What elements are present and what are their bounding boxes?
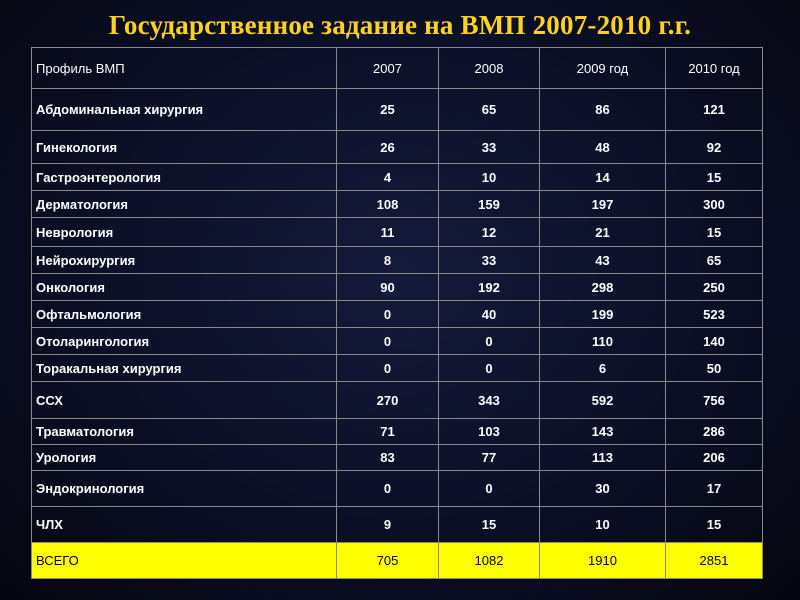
cell-2010: 65 xyxy=(666,247,763,274)
cell-2007: 4 xyxy=(337,164,439,191)
row-name: ЧЛХ xyxy=(32,507,337,543)
cell-2007: 0 xyxy=(337,471,439,507)
header-2008: 2008 xyxy=(439,48,540,89)
cell-2010: 15 xyxy=(666,218,763,247)
cell-2010: 17 xyxy=(666,471,763,507)
total-label: ВСЕГО xyxy=(32,543,337,579)
header-2007: 2007 xyxy=(337,48,439,89)
cell-2008: 33 xyxy=(439,247,540,274)
row-name: Онкология xyxy=(32,274,337,301)
table-row xyxy=(32,301,763,328)
cell-2009: 143 xyxy=(540,419,666,445)
table-row xyxy=(32,164,763,191)
cell-2007: 0 xyxy=(337,355,439,382)
cell-2009: 110 xyxy=(540,328,666,355)
cell-2009: 298 xyxy=(540,274,666,301)
cell-2008: 40 xyxy=(439,301,540,328)
cell-2010: 206 xyxy=(666,445,763,471)
cell-2008: 33 xyxy=(439,131,540,164)
table-row xyxy=(32,445,763,471)
header-profile: Профиль ВМП xyxy=(32,48,337,89)
row-name: Офтальмология xyxy=(32,301,337,328)
cell-2008: 0 xyxy=(439,328,540,355)
cell-2007: 11 xyxy=(337,218,439,247)
cell-2007: 8 xyxy=(337,247,439,274)
cell-2009: 113 xyxy=(540,445,666,471)
row-name: Отоларингология xyxy=(32,328,337,355)
cell-2008: 0 xyxy=(439,355,540,382)
table-row xyxy=(32,355,763,382)
cell-2010: 92 xyxy=(666,131,763,164)
row-name: Дерматология xyxy=(32,191,337,218)
row-name: Неврология xyxy=(32,218,337,247)
row-name: Гастроэнтерология xyxy=(32,164,337,191)
cell-2007: 108 xyxy=(337,191,439,218)
cell-2009: 48 xyxy=(540,131,666,164)
cell-2010: 15 xyxy=(666,164,763,191)
table-row xyxy=(32,471,763,507)
table-row xyxy=(32,191,763,218)
row-name: Нейрохирургия xyxy=(32,247,337,274)
cell-2010: 140 xyxy=(666,328,763,355)
cell-2009: 30 xyxy=(540,471,666,507)
header-2010: 2010 год xyxy=(666,48,763,89)
cell-2008: 10 xyxy=(439,164,540,191)
cell-2008: 192 xyxy=(439,274,540,301)
cell-2007: 270 xyxy=(337,382,439,419)
cell-2007: 25 xyxy=(337,89,439,131)
total-2007: 705 xyxy=(337,543,439,579)
cell-2009: 10 xyxy=(540,507,666,543)
cell-2007: 83 xyxy=(337,445,439,471)
cell-2009: 199 xyxy=(540,301,666,328)
table-row xyxy=(32,419,763,445)
row-name: ССХ xyxy=(32,382,337,419)
cell-2008: 103 xyxy=(439,419,540,445)
cell-2010: 15 xyxy=(666,507,763,543)
cell-2010: 286 xyxy=(666,419,763,445)
header-row xyxy=(32,48,763,89)
table-row xyxy=(32,247,763,274)
table-row xyxy=(32,131,763,164)
table-row xyxy=(32,382,763,419)
cell-2010: 300 xyxy=(666,191,763,218)
cell-2009: 6 xyxy=(540,355,666,382)
vmp-table xyxy=(31,47,763,579)
cell-2008: 12 xyxy=(439,218,540,247)
cell-2007: 0 xyxy=(337,301,439,328)
cell-2007: 90 xyxy=(337,274,439,301)
total-row xyxy=(32,543,763,579)
slide-title: Государственное задание на ВМП 2007-2010 г.г. xyxy=(108,10,692,40)
cell-2009: 21 xyxy=(540,218,666,247)
header-2009: 2009 год xyxy=(540,48,666,89)
table-row xyxy=(32,274,763,301)
table-row xyxy=(32,218,763,247)
cell-2009: 43 xyxy=(540,247,666,274)
cell-2008: 343 xyxy=(439,382,540,419)
table-container xyxy=(31,47,762,579)
row-name: Урология xyxy=(32,445,337,471)
table-row xyxy=(32,507,763,543)
row-name: Травматология xyxy=(32,419,337,445)
cell-2010: 250 xyxy=(666,274,763,301)
row-name: Торакальная хирургия xyxy=(32,355,337,382)
cell-2008: 159 xyxy=(439,191,540,218)
total-2010: 2851 xyxy=(666,543,763,579)
row-name: Гинекология xyxy=(32,131,337,164)
cell-2010: 121 xyxy=(666,89,763,131)
total-2008: 1082 xyxy=(439,543,540,579)
total-2009: 1910 xyxy=(540,543,666,579)
table-row xyxy=(32,89,763,131)
cell-2010: 50 xyxy=(666,355,763,382)
cell-2007: 71 xyxy=(337,419,439,445)
row-name: Абдоминальная хирургия xyxy=(32,89,337,131)
cell-2007: 26 xyxy=(337,131,439,164)
cell-2008: 65 xyxy=(439,89,540,131)
cell-2008: 15 xyxy=(439,507,540,543)
row-name: Эндокринология xyxy=(32,471,337,507)
cell-2010: 523 xyxy=(666,301,763,328)
cell-2009: 592 xyxy=(540,382,666,419)
cell-2010: 756 xyxy=(666,382,763,419)
cell-2007: 9 xyxy=(337,507,439,543)
cell-2008: 0 xyxy=(439,471,540,507)
cell-2009: 86 xyxy=(540,89,666,131)
cell-2007: 0 xyxy=(337,328,439,355)
cell-2009: 197 xyxy=(540,191,666,218)
cell-2008: 77 xyxy=(439,445,540,471)
cell-2009: 14 xyxy=(540,164,666,191)
table-row xyxy=(32,328,763,355)
